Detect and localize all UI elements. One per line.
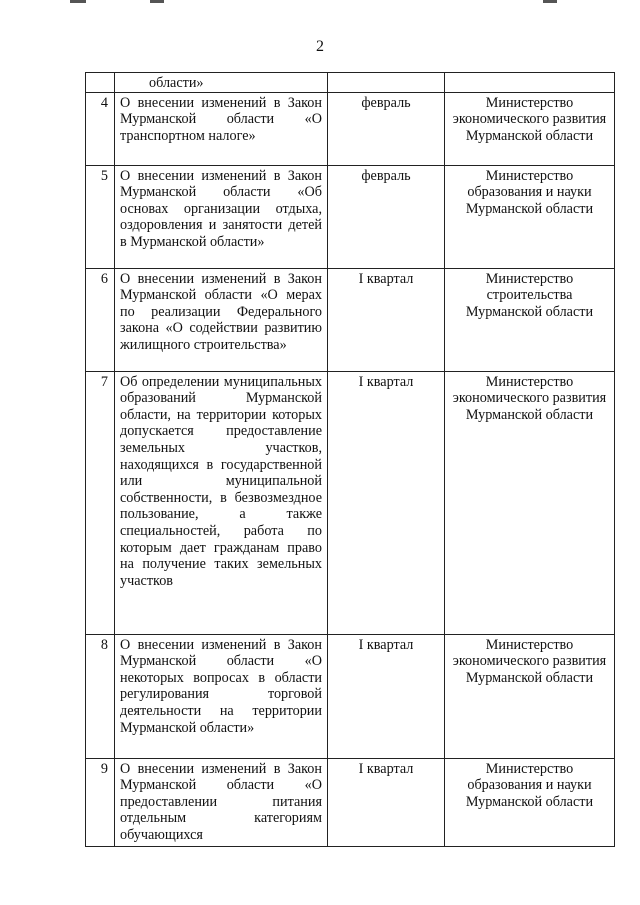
law-title: О внесении изменений в Закон Мурманской области «О предоставлении питания отдельным категориям обучающихся [115,758,328,846]
table-row [86,165,615,268]
law-title: О внесении изменений в Закон Мурманской области «О некоторых вопросах в области регулирования торговой деятельности на территории Мурманской области» [115,634,328,758]
responsible-body [445,73,615,93]
table-row [86,758,615,846]
responsible-body: Министерство образования и науки Мурманской области [445,758,615,846]
row-number: 8 [86,634,115,758]
legislation-plan-table [85,72,615,847]
deadline: I квартал [328,758,445,846]
page-number: 2 [316,38,324,55]
row-number: 7 [86,371,115,634]
law-title: О внесении изменений в Закон Мурманской области «Об основах организации отдыха, оздоровления и занятости детей в Мурманской области» [115,165,328,268]
law-title: области» [115,73,328,93]
row-number: 6 [86,268,115,371]
law-title: Об определении муниципальных образований Мурманской области, на территории которых допускается предоставление земельных участков, находящихся в государственной или муниципальной собственности, в безвозмездное пользование, а также специальностей, работа по которым дает гражданам право на получение таких земельных участков [115,371,328,634]
table-row [86,73,615,93]
law-title: О внесении изменений в Закон Мурманской области «О транспортном налоге» [115,92,328,165]
table-row [86,634,615,758]
deadline: I квартал [328,634,445,758]
deadline [328,73,445,93]
scan-mark [543,0,557,3]
responsible-body: Министерство строительства Мурманской области [445,268,615,371]
law-title: О внесении изменений в Закон Мурманской области «О мерах по реализации Федерального закона «О содействии развитию жилищного строительства» [115,268,328,371]
deadline: февраль [328,165,445,268]
row-number [86,73,115,93]
row-number: 4 [86,92,115,165]
responsible-body: Министерство образования и науки Мурманской области [445,165,615,268]
deadline: февраль [328,92,445,165]
responsible-body: Министерство экономического развития Мурманской области [445,371,615,634]
table-row [86,371,615,634]
scan-mark [70,0,86,3]
row-number: 5 [86,165,115,268]
responsible-body: Министерство экономического развития Мурманской области [445,634,615,758]
table-row [86,92,615,165]
responsible-body: Министерство экономического развития Мурманской области [445,92,615,165]
table-row [86,268,615,371]
deadline: I квартал [328,371,445,634]
scan-mark [150,0,164,3]
row-number: 9 [86,758,115,846]
deadline: I квартал [328,268,445,371]
